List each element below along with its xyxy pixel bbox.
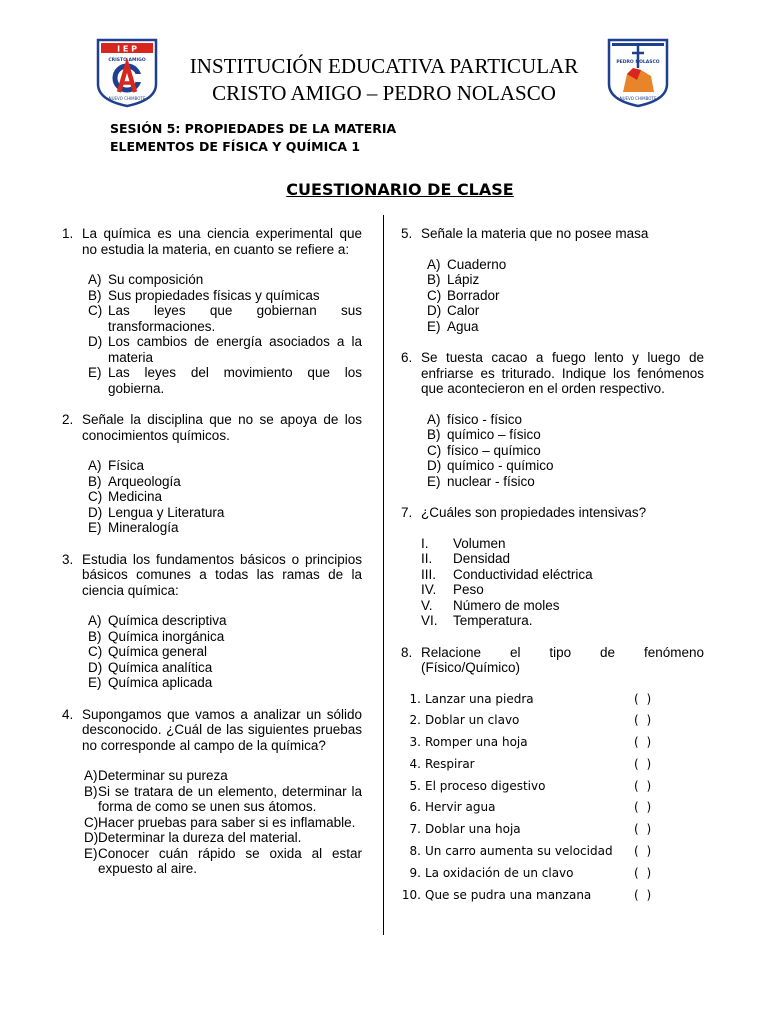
option-b	[82, 784, 362, 815]
option-letter: C)	[88, 489, 103, 504]
question-4	[62, 707, 362, 877]
question-number: 3.	[62, 551, 74, 567]
question-number: 7.	[401, 505, 413, 520]
option-i	[421, 536, 704, 552]
course-title: ELEMENTOS DE FÍSICA Y QUÍMICA 1	[110, 139, 361, 154]
option-text: Conductividad eléctrica	[453, 566, 593, 582]
option-a	[82, 768, 362, 784]
item-number: 8.	[409, 844, 421, 859]
option-letter: B)	[88, 287, 102, 303]
relation-item	[401, 800, 704, 822]
question-3	[62, 552, 362, 691]
relation-item	[401, 888, 704, 910]
option-numeral: IV.	[421, 582, 437, 597]
option-vi	[421, 613, 704, 629]
relation-item	[401, 757, 704, 779]
item-number: 2.	[409, 713, 421, 728]
option-letter: B)	[88, 473, 102, 489]
option-text: Química inorgánica	[108, 628, 225, 644]
answer-blank: ( )	[634, 778, 654, 793]
option-letter: D)	[427, 458, 442, 473]
option-text: Mineralogía	[108, 520, 179, 535]
option-text: Las leyes del movimiento que los gobierna.	[108, 365, 362, 396]
option-c	[82, 489, 362, 505]
option-iv	[421, 582, 704, 598]
answer-blank: ( )	[634, 735, 654, 750]
option-text: físico – químico	[447, 442, 541, 458]
option-d	[82, 334, 362, 365]
option-numeral: VI.	[421, 613, 438, 628]
option-letter: B)	[88, 628, 102, 644]
question-number: 6.	[401, 350, 413, 365]
option-b	[421, 427, 704, 443]
option-text: Cuaderno	[447, 256, 507, 272]
item-text: Un carro aumenta su velocidad	[425, 844, 613, 859]
option-e	[421, 319, 704, 335]
options-list	[421, 257, 704, 335]
page-header	[0, 38, 768, 110]
relation-item	[401, 779, 704, 801]
option-a	[82, 272, 362, 288]
option-letter: C)	[88, 644, 103, 659]
option-letter: B)	[84, 783, 98, 799]
item-text: El proceso digestivo	[425, 778, 546, 793]
option-text: químico - químico	[447, 458, 554, 473]
item-number: 1.	[409, 691, 421, 706]
item-number: 6.	[409, 800, 421, 815]
option-letter: D)	[88, 334, 103, 349]
option-text: Número de moles	[453, 597, 560, 613]
option-c	[82, 303, 362, 334]
option-letter: D)	[427, 303, 442, 318]
option-text: Su composición	[108, 272, 204, 287]
option-d	[82, 830, 362, 846]
option-e	[82, 846, 362, 877]
item-number: 7.	[409, 822, 421, 837]
relation-item	[401, 866, 704, 888]
item-number: 4.	[409, 756, 421, 771]
option-text: químico – físico	[447, 427, 541, 442]
option-text: Calor	[447, 303, 480, 318]
option-c	[421, 288, 704, 304]
answer-blank: ( )	[634, 887, 654, 902]
question-text: Se tuesta cacao a fuego lento y luego de enfriarse es triturado. Indique los fenómenos que acontecieron en el orden respectivo.	[421, 350, 704, 396]
item-text: Romper una hoja	[425, 735, 528, 750]
option-b	[82, 629, 362, 645]
logo-left-middle-text: CRISTO AMIGO	[108, 58, 146, 63]
relation-item	[401, 713, 704, 735]
option-e	[82, 520, 362, 536]
option-d	[421, 303, 704, 319]
relation-item	[401, 692, 704, 714]
option-numeral: I.	[421, 535, 429, 551]
option-text: Medicina	[108, 489, 163, 504]
question-text: La química es una ciencia experimental que no estudia la materia, en cuanto se refiere a:	[82, 226, 362, 257]
school-logo-right	[607, 38, 669, 108]
question-text: ¿Cuáles son propiedades intensivas?	[421, 505, 647, 520]
logo-right-top-text: PEDRO NOLASCO	[616, 60, 660, 65]
option-letter: C)	[427, 442, 442, 458]
option-text: Los cambios de energía asociados a la materia	[108, 334, 362, 365]
option-letter: A)	[427, 411, 441, 427]
option-e	[82, 365, 362, 396]
question-number: 5.	[401, 226, 413, 241]
options-list	[82, 613, 362, 691]
option-numeral: II.	[421, 551, 433, 566]
option-c	[82, 815, 362, 831]
option-iii	[421, 567, 704, 583]
item-number: 3.	[409, 735, 421, 750]
option-d	[421, 458, 704, 474]
question-6	[401, 350, 704, 489]
logo-right-bottom-text: NUEVO CHIMBOTE	[619, 96, 657, 101]
option-a	[421, 412, 704, 428]
answer-blank: ( )	[634, 756, 654, 771]
option-ii	[421, 551, 704, 567]
option-letter: C)	[427, 287, 442, 303]
option-text: Agua	[447, 318, 479, 334]
option-letter: E)	[427, 473, 441, 489]
option-letter: D)	[88, 659, 103, 675]
option-a	[421, 257, 704, 273]
institution-title-line2: CRISTO AMIGO – PEDRO NOLASCO	[212, 81, 556, 105]
option-text: Borrador	[447, 287, 500, 303]
item-number: 9.	[409, 865, 421, 880]
option-text: Conocer cuán rápido se oxida al estar expuesto al aire.	[98, 845, 362, 876]
option-text: Arqueología	[108, 473, 181, 489]
option-v	[421, 598, 704, 614]
question-2	[62, 412, 362, 536]
item-text: Lanzar una piedra	[425, 691, 534, 706]
session-title: SESIÓN 5: PROPIEDADES DE LA MATERIA	[110, 121, 397, 136]
options-list	[82, 458, 362, 536]
relation-item	[401, 735, 704, 757]
option-text: Densidad	[453, 551, 511, 566]
option-a	[82, 458, 362, 474]
options-list	[421, 536, 704, 629]
item-number: 10.	[401, 887, 421, 902]
relation-item	[401, 822, 704, 844]
option-letter: A)	[88, 613, 102, 628]
item-text: Doblar una hoja	[425, 822, 521, 837]
option-text: Física	[108, 458, 145, 473]
option-letter: A)	[427, 256, 441, 272]
options-list	[82, 272, 362, 396]
option-e	[421, 474, 704, 490]
option-letter: A)	[88, 458, 102, 473]
option-text: Las leyes que gobiernan sus transformaciones.	[108, 303, 362, 334]
option-letter: B)	[427, 427, 441, 442]
option-letter: D)	[84, 830, 99, 845]
option-numeral: III.	[421, 566, 437, 582]
option-text: Química general	[108, 644, 208, 659]
option-letter: C)	[88, 303, 103, 318]
question-number: 4.	[62, 706, 74, 722]
option-text: Química aplicada	[108, 675, 213, 690]
option-letter: A)	[88, 272, 102, 287]
options-list	[421, 412, 704, 490]
option-text: Si se tratara de un elemento, determinar la forma de como se unen sus átomos.	[98, 783, 362, 814]
left-column	[62, 226, 362, 893]
option-b	[421, 272, 704, 288]
question-7	[401, 505, 704, 629]
logo-left-bottom-text: NUEVO CHIMBOTE	[108, 96, 146, 101]
column-divider	[383, 215, 384, 935]
option-text: Volumen	[453, 535, 506, 551]
option-letter: C)	[84, 814, 99, 830]
relation-item	[401, 844, 704, 866]
question-text: Supongamos que vamos a analizar un sólido desconocido. ¿Cuál de las siguientes pruebas no corresponde al campo de la química?	[82, 706, 362, 753]
option-a	[82, 613, 362, 629]
option-text: Peso	[453, 582, 484, 597]
option-text: Hacer pruebas para saber si es inflamable.	[98, 814, 356, 830]
option-e	[82, 675, 362, 691]
option-letter: B)	[427, 272, 441, 287]
option-letter: E)	[84, 845, 98, 861]
option-text: Lápiz	[447, 272, 480, 287]
option-letter: E)	[88, 365, 102, 380]
session-info	[110, 120, 396, 156]
option-numeral: V.	[421, 597, 433, 613]
option-text: Lengua y Literatura	[108, 504, 225, 520]
question-number: 8.	[401, 644, 413, 660]
option-letter: E)	[88, 520, 102, 535]
options-list	[82, 768, 362, 877]
answer-blank: ( )	[634, 713, 654, 728]
answer-blank: ( )	[634, 800, 654, 815]
question-text: Estudia los fundamentos básicos o principios básicos comunes a todas las ramas de la ciencia química:	[82, 551, 362, 598]
logo-left-top-text: I E P	[117, 44, 137, 54]
question-8	[401, 645, 704, 676]
option-c	[421, 443, 704, 459]
institution-title-line1: INSTITUCIÓN EDUCATIVA PARTICULAR	[189, 54, 579, 78]
option-c	[82, 644, 362, 660]
question-text: Señale la materia que no posee masa	[421, 226, 649, 241]
option-text: nuclear - físico	[447, 473, 535, 489]
option-text: Química descriptiva	[108, 613, 227, 628]
question-number: 1.	[62, 226, 74, 241]
question-text: Señale la disciplina que no se apoya de los conocimientos químicos.	[82, 412, 362, 443]
answer-blank: ( )	[634, 844, 654, 859]
right-column	[401, 226, 704, 909]
answer-blank: ( )	[634, 865, 654, 880]
question-number: 2.	[62, 412, 74, 427]
option-d	[82, 505, 362, 521]
questionnaire-title: CUESTIONARIO DE CLASE	[286, 180, 514, 199]
option-text: Determinar su pureza	[98, 768, 228, 783]
option-text: físico - físico	[447, 411, 523, 427]
option-letter: E)	[427, 318, 441, 334]
option-text: Química analítica	[108, 659, 213, 675]
option-letter: A)	[84, 768, 98, 783]
answer-blank: ( )	[634, 691, 654, 706]
option-text: Temperatura.	[453, 613, 533, 628]
item-text: Doblar un clavo	[425, 713, 520, 728]
option-text: Determinar la dureza del material.	[98, 830, 302, 845]
question-5	[401, 226, 704, 334]
option-letter: E)	[88, 675, 102, 690]
option-b	[82, 474, 362, 490]
option-d	[82, 660, 362, 676]
item-text: Respirar	[425, 756, 475, 771]
option-text: Sus propiedades físicas y químicas	[108, 287, 320, 303]
relation-list	[401, 692, 704, 910]
answer-blank: ( )	[634, 822, 654, 837]
option-b	[82, 288, 362, 304]
item-text: La oxidación de un clavo	[425, 865, 574, 880]
question-1	[62, 226, 362, 396]
item-text: Que se pudra una manzana	[425, 887, 592, 902]
option-letter: D)	[88, 504, 103, 520]
item-text: Hervir agua	[425, 800, 496, 815]
question-text: Relacione el tipo de fenómeno (Físico/Químico)	[421, 644, 704, 675]
item-number: 5.	[409, 778, 421, 793]
